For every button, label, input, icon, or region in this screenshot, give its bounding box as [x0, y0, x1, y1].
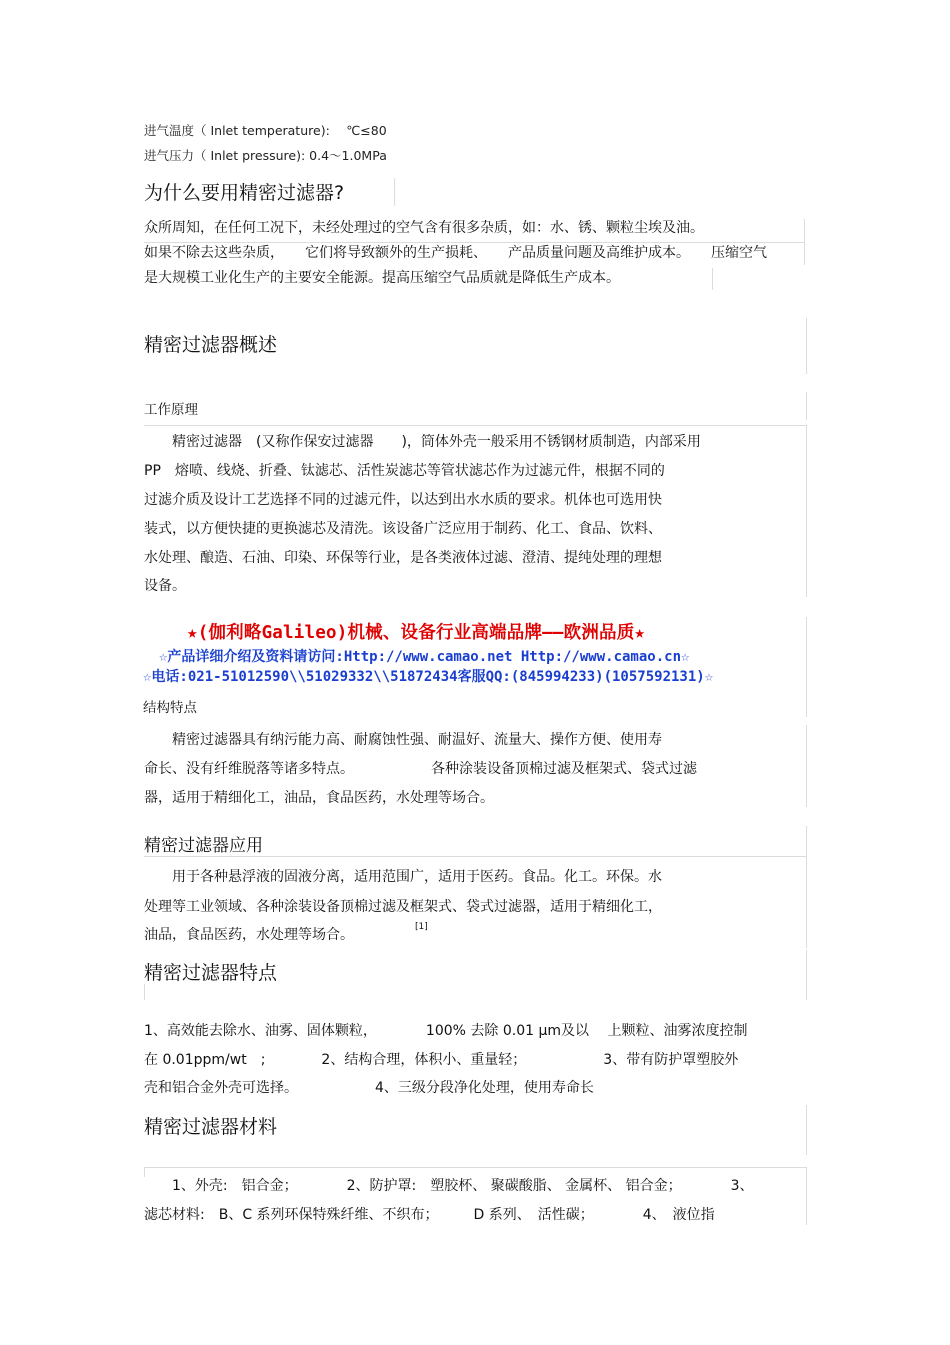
why-line-1: 众所周知，在任何工况下，未经处理过的空气含有很多杂质，如：水、锈、颗粒尘埃及油。	[144, 220, 704, 236]
structure-line-1: 精密过滤器具有纳污能力高、耐腐蚀性强、耐温好、流量大、操作方便、使用寿	[144, 732, 662, 748]
application-line-2: 处理等工业领域、各种涂装设备顶棉过滤及框架式、袋式过滤器，适用于精细化工，	[144, 899, 662, 915]
inlet-temperature-spec: 进气温度（ Inlet temperature): ℃≤80	[144, 123, 387, 138]
features-line-1: 1、高效能去除水、油雾、固体颗粒， 100% 去除 0.01 μm及以 上颗粒、油雾浓度控制	[144, 1023, 748, 1039]
overview-line-4: 装式，以方便快捷的更换滤芯及清洗。该设备广泛应用于制药、化工、食品、饮料、	[144, 521, 662, 537]
materials-heading: 精密过滤器材料	[144, 1116, 278, 1138]
structure-heading: 结构特点	[143, 700, 197, 716]
features-line-3: 壳和铝合金外壳可选择。 4、三级分段净化处理，使用寿命长	[144, 1080, 594, 1096]
features-heading: 精密过滤器特点	[144, 962, 278, 984]
galileo-banner[interactable]	[143, 617, 803, 687]
why-line-2: 如果不除去这些杂质， 它们将导致额外的生产损耗、 产品质量问题及高维护成本。 压缩空气	[144, 245, 767, 261]
overview-line-3: 过滤介质及设计工艺选择不同的过滤元件，以达到出水水质的要求。机体也可选用快	[144, 492, 662, 508]
overview-line-1: 精密过滤器 (又称作保安过滤器 )，筒体外壳一般采用不锈钢材质制造，内部采用	[144, 434, 701, 450]
materials-line-1: 1、外壳: 铝合金； 2、防护罩: 塑胶杯、 聚碳酸脂、 金属杯、 铝合金； 3、	[144, 1178, 754, 1194]
why-line-3: 是大规模工业化生产的主要安全能源。提高压缩空气品质就是降低生产成本。	[144, 270, 620, 286]
application-line-3: 油品，食品医药，水处理等场合。	[144, 927, 354, 943]
inlet-pressure-spec: 进气压力（ Inlet pressure): 0.4～1.0MPa	[144, 148, 387, 163]
banner-line-2[interactable]: ☆产品详细介绍及资料请访问:Http://www.camao.net Http://www.camao.cn☆	[159, 649, 690, 665]
overview-line-6: 设备。	[144, 578, 186, 594]
application-line-1: 用于各种悬浮液的固液分离，适用范围广，适用于医药。食品。化工。环保。水	[144, 869, 662, 885]
reference-marker[interactable]: [1]	[415, 922, 428, 932]
banner-line-1: ★(伽利略Galileo)机械、设备行业高端品牌——欧洲品质★	[187, 623, 646, 643]
overview-line-2: PP 熔喷、线烧、折叠、钛滤芯、活性炭滤芯等管状滤芯作为过滤元件，根据不同的	[144, 463, 665, 479]
materials-line-2: 滤芯材料: B、C 系列环保特殊纤维、不织布； D 系列、 活性碳； 4、 液位指	[144, 1207, 715, 1223]
banner-line-3: ☆电话:021-51012590\\51029332\\51872434客服QQ:(845994233)(1057592131)☆	[143, 669, 714, 685]
working-principle-heading: 工作原理	[144, 402, 198, 418]
why-heading: 为什么要用精密过滤器?	[144, 182, 345, 204]
application-heading: 精密过滤器应用	[144, 836, 263, 856]
features-line-2: 在 0.01ppm/wt ; 2、结构合理，体积小、重量轻； 3、带有防护罩塑胶外	[144, 1052, 739, 1068]
overview-heading: 精密过滤器概述	[144, 334, 278, 356]
structure-line-3: 器，适用于精细化工，油品，食品医药，水处理等场合。	[144, 790, 494, 806]
structure-line-2: 命长、没有纤维脱落等诸多特点。 各种涂装设备顶棉过滤及框架式、袋式过滤	[144, 761, 697, 777]
overview-line-5: 水处理、酿造、石油、印染、环保等行业，是各类液体过滤、澄清、提纯处理的理想	[144, 550, 662, 566]
